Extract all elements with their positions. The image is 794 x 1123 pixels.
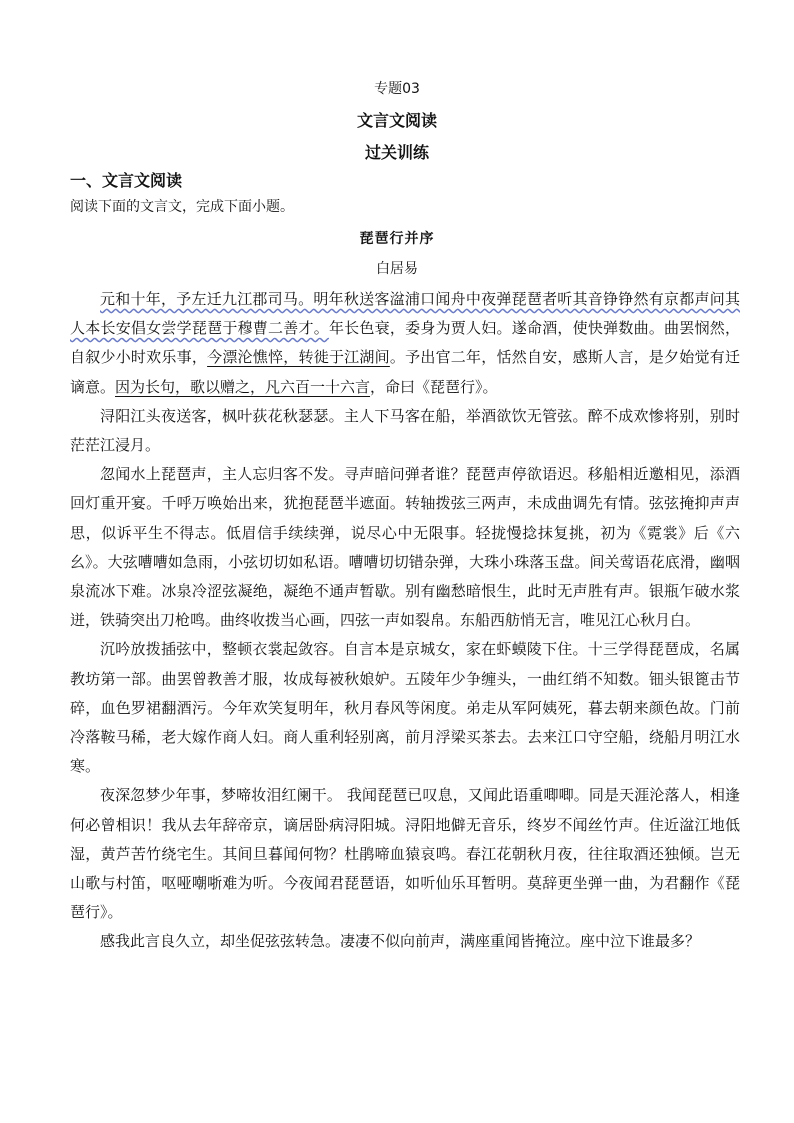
poem-paragraph: 沉吟放拨插弦中，整顿衣裳起敛容。自言本是京城女，家在虾蟆陵下住。十三学得琵琶成，名属教坊第一部。曲罢曾教善才服，妆成每被秋娘妒。五陵年少争缠头，一曲红绡不知数。钿头银篦击节碎，血色罗裙翻酒污。今年欢笑复明年，秋月春风等闲度。弟走从军阿姨死，暮去朝来颜色故。门前冷落鞍马稀，老大嫁作商人妇。商人重利轻别离，前月浮梁买茶去。去来江口守空船，绕船月明江水寒。 [70,640,740,776]
preface-text: 年长色衰，委身为贾人妇。遂命酒，使快弹数曲。曲罢悯然，自叙少小时欢乐事， [70,319,740,367]
preface-text: ，命曰《琵琶行》。 [370,377,498,396]
preface-paragraph [70,285,740,402]
poem-paragraph: 感我此言良久立，却坐促弦弦转急。凄凄不似向前声，满座重闻皆掩泣。座中泣下谁最多？ [100,932,701,951]
training-title: 过关训练 [364,143,429,162]
instruction-text: 阅读下面的文言文，完成下面小题。 [70,199,294,215]
section-heading: 一、文言文阅读 [70,171,183,190]
subject-title: 文言文阅读 [356,111,437,130]
preface-text: 。予出官二年，恬然自安，感斯人言，是夕始觉有迁谪意。 [70,348,740,396]
poem-paragraph: 夜深忽梦少年事，梦啼妆泪红阑干。 我闻琵琶已叹息，又闻此语重唧唧。同是天涯沦落人，相逢何必曾相识！我从去年辞帝京，谪居卧病浔阳城。浔阳地僻无音乐，终岁不闻丝竹声。住近湓江地低湿，黄芦苦竹绕宅生。其间旦暮闻何物？杜鹃啼血猿哀鸣。春江花朝秋月夜，往往取酒还独倾。岂无山歌与村笛，呕哑嘲哳难为听。今夜闻君琵琶语，如听仙乐耳暂明。莫辞更坐弹一曲，为君翻作《琵琶行》。 [70,786,740,922]
underlined-phrase: 今漂沦憔悴，转徙于江湖间 [207,348,390,367]
wavy-underlined-sentence: 元和十年，予左迁九江郡司马。明年秋送客湓浦口闻舟中夜弹琵琶者听其音铮铮然有京都声问其人本长安倡女尝学琵琶于穆曹二善才。 [70,290,740,338]
poem-author: 白居易 [376,261,418,277]
poem-paragraph: 忽闻水上琵琶声，主人忘归客不发。寻声暗问弹者谁？琵琶声停欲语迟。移船相近邀相见，添酒回灯重开宴。千呼万唤始出来，犹抱琵琶半遮面。转轴拨弦三两声，未成曲调先有情。弦弦掩抑声声思，似诉平生不得志。低眉信手续续弹，说尽心中无限事。轻拢慢捻抹复挑，初为《霓裳》后《六幺》。大弦嘈嘈如急雨，小弦切切如私语。嘈嘈切切错杂弹，大珠小珠落玉盘。间关莺语花底滑，幽咽泉流冰下难。冰泉冷涩弦凝绝，凝绝不通声暂歇。别有幽愁暗恨生，此时无声胜有声。银瓶乍破水浆迸，铁骑突出刀枪鸣。曲终收拨当心画，四弦一声如裂帛。东船西舫悄无言，唯见江心秋月白。 [70,465,740,630]
poem-body [70,285,740,957]
poem-title: 琵琶行并序 [359,231,435,247]
poem-paragraph: 浔阳江头夜送客，枫叶荻花秋瑟瑟。主人下马客在船，举酒欲饮无管弦。醉不成欢惨将别，别时茫茫江浸月。 [70,406,740,455]
underlined-phrase: 因为长句，歌以赠之，凡六百一十六言 [115,377,371,396]
topic-number: 专题03 [374,81,420,97]
